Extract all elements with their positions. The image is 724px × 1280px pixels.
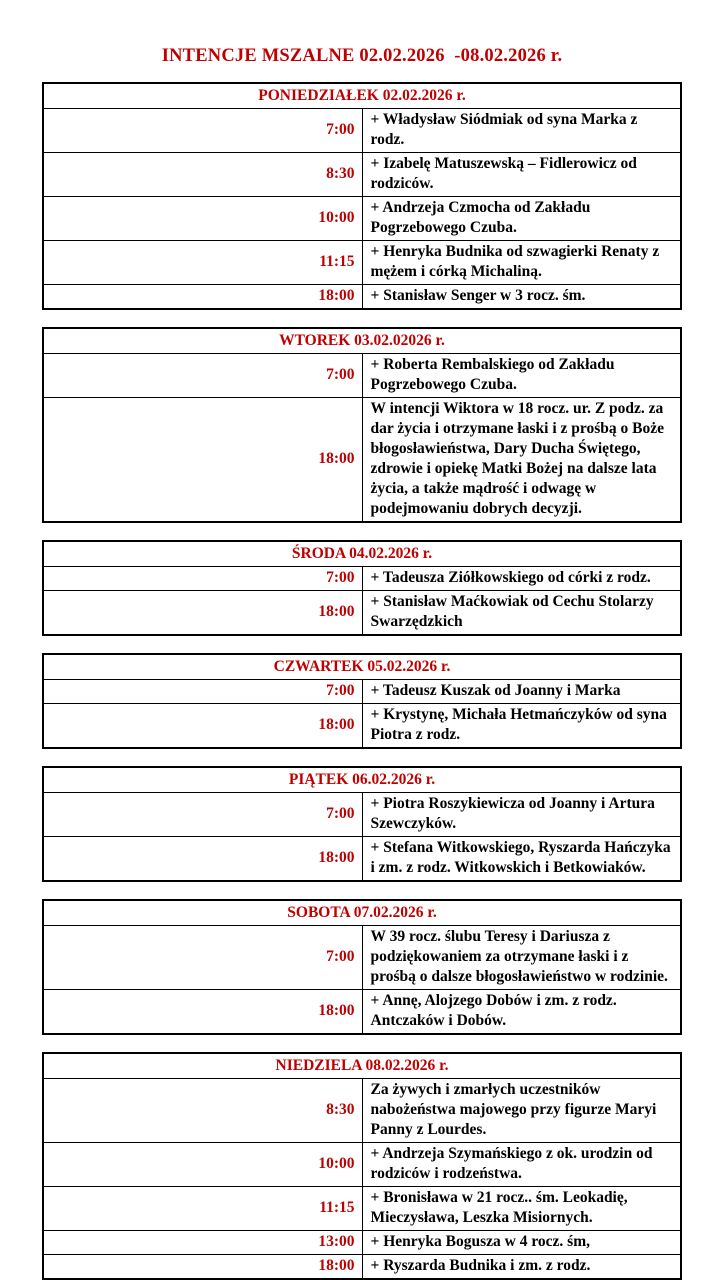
mass-intention: Za żywych i zmarłych uczestników nabożeństwa majowego przy figurze Maryi Panny z Lourdes. bbox=[362, 1079, 681, 1143]
mass-time: 18:00 bbox=[43, 990, 362, 1035]
mass-row bbox=[43, 398, 681, 523]
day-header-row bbox=[43, 1053, 681, 1079]
mass-intention: + Krystynę, Michała Hetmańczyków od syna Piotra z rodz. bbox=[362, 704, 681, 749]
mass-intention: W intencji Wiktora w 18 rocz. ur. Z podz. za dar życia i otrzymane łaski i z prośbą o Boże błogosławieństwa, Dary Ducha Świętego, zdrowie i opiekę Matki Bożej na dalsze lata życia, a także mądrość i odwagę w podejmowaniu dobrych decyzji. bbox=[362, 398, 681, 523]
mass-row bbox=[43, 1255, 681, 1280]
mass-intention: + Piotra Roszykiewicza od Joanny i Artura Szewczyków. bbox=[362, 793, 681, 837]
day-header: NIEDZIELA 08.02.2026 r. bbox=[43, 1053, 681, 1079]
mass-time: 7:00 bbox=[43, 926, 362, 990]
day-header-row bbox=[43, 767, 681, 793]
day-rows bbox=[43, 926, 681, 1035]
day-header-row bbox=[43, 900, 681, 926]
mass-intention: + Roberta Rembalskiego od Zakładu Pogrzebowego Czuba. bbox=[362, 354, 681, 398]
mass-intention: + Henryka Bogusza w 4 rocz. śm, bbox=[362, 1231, 681, 1255]
day-table bbox=[42, 653, 682, 749]
mass-time: 7:00 bbox=[43, 567, 362, 591]
mass-row bbox=[43, 567, 681, 591]
mass-time: 18:00 bbox=[43, 285, 362, 310]
mass-row bbox=[43, 793, 681, 837]
mass-time: 11:15 bbox=[43, 1187, 362, 1231]
mass-time: 11:15 bbox=[43, 241, 362, 285]
mass-row bbox=[43, 1143, 681, 1187]
mass-row bbox=[43, 926, 681, 990]
day-rows bbox=[43, 793, 681, 882]
day-table bbox=[42, 899, 682, 1035]
day-rows bbox=[43, 567, 681, 636]
mass-intention: + Stefana Witkowskiego, Ryszarda Hańczyka i zm. z rodz. Witkowskich i Betkowiaków. bbox=[362, 837, 681, 882]
mass-time: 18:00 bbox=[43, 837, 362, 882]
day-header: ŚRODA 04.02.2026 r. bbox=[43, 541, 681, 567]
day-header: PIĄTEK 06.02.2026 r. bbox=[43, 767, 681, 793]
mass-row bbox=[43, 990, 681, 1035]
mass-row bbox=[43, 153, 681, 197]
day-table bbox=[42, 540, 682, 636]
day-table bbox=[42, 82, 682, 310]
day-header: SOBOTA 07.02.2026 r. bbox=[43, 900, 681, 926]
mass-intentions-schedule bbox=[42, 82, 682, 1280]
mass-intention: + Ryszarda Budnika i zm. z rodz. bbox=[362, 1255, 681, 1280]
mass-intention: + Tadeusz Kuszak od Joanny i Marka bbox=[362, 680, 681, 704]
mass-row bbox=[43, 109, 681, 153]
mass-time: 18:00 bbox=[43, 398, 362, 523]
mass-intention: + Tadeusza Ziółkowskiego od córki z rodz. bbox=[362, 567, 681, 591]
mass-row bbox=[43, 285, 681, 310]
mass-intention: + Stanisław Maćkowiak od Cechu Stolarzy Swarzędzkich bbox=[362, 591, 681, 636]
page-title: INTENCJE MSZALNE 02.02.2026 -08.02.2026 r. bbox=[161, 46, 563, 66]
day-rows bbox=[43, 1079, 681, 1280]
mass-time: 7:00 bbox=[43, 793, 362, 837]
mass-intention: + Stanisław Senger w 3 rocz. śm. bbox=[362, 285, 681, 310]
mass-row bbox=[43, 354, 681, 398]
mass-time: 10:00 bbox=[43, 197, 362, 241]
day-header: CZWARTEK 05.02.2026 r. bbox=[43, 654, 681, 680]
day-table bbox=[42, 766, 682, 882]
day-header: WTOREK 03.02.02026 r. bbox=[43, 328, 681, 354]
mass-intention: + Władysław Siódmiak od syna Marka z rodz. bbox=[362, 109, 681, 153]
mass-intention: + Andrzeja Czmocha od Zakładu Pogrzebowego Czuba. bbox=[362, 197, 681, 241]
mass-intention: + Izabelę Matuszewską – Fidlerowicz od rodziców. bbox=[362, 153, 681, 197]
mass-time: 18:00 bbox=[43, 591, 362, 636]
mass-time: 8:30 bbox=[43, 153, 362, 197]
mass-intention: + Bronisława w 21 rocz.. śm. Leokadię, Mieczysława, Leszka Misiornych. bbox=[362, 1187, 681, 1231]
mass-time: 10:00 bbox=[43, 1143, 362, 1187]
day-header-row bbox=[43, 654, 681, 680]
day-header: PONIEDZIAŁEK 02.02.2026 r. bbox=[43, 83, 681, 109]
mass-row bbox=[43, 680, 681, 704]
mass-time: 7:00 bbox=[43, 354, 362, 398]
mass-row bbox=[43, 1231, 681, 1255]
mass-time: 7:00 bbox=[43, 109, 362, 153]
mass-time: 18:00 bbox=[43, 1255, 362, 1280]
mass-row bbox=[43, 1187, 681, 1231]
mass-row bbox=[43, 591, 681, 636]
mass-row bbox=[43, 1079, 681, 1143]
mass-row bbox=[43, 241, 681, 285]
mass-intention: + Annę, Alojzego Dobów i zm. z rodz. Antczaków i Dobów. bbox=[362, 990, 681, 1035]
mass-intention: + Andrzeja Szymańskiego z ok. urodzin od rodziców i rodzeństwa. bbox=[362, 1143, 681, 1187]
day-table bbox=[42, 1052, 682, 1280]
mass-time: 18:00 bbox=[43, 704, 362, 749]
mass-intention: + Henryka Budnika od szwagierki Renaty z mężem i córką Michaliną. bbox=[362, 241, 681, 285]
day-header-row bbox=[43, 328, 681, 354]
day-header-row bbox=[43, 83, 681, 109]
mass-time: 7:00 bbox=[43, 680, 362, 704]
day-header-row bbox=[43, 541, 681, 567]
day-rows bbox=[43, 680, 681, 749]
mass-intention: W 39 rocz. ślubu Teresy i Dariusza z podziękowaniem za otrzymane łaski i z prośbą o dalsze błogosławieństwo w rodzinie. bbox=[362, 926, 681, 990]
day-table bbox=[42, 327, 682, 523]
day-rows bbox=[43, 109, 681, 310]
mass-row bbox=[43, 704, 681, 749]
mass-time: 8:30 bbox=[43, 1079, 362, 1143]
day-rows bbox=[43, 354, 681, 523]
mass-row bbox=[43, 197, 681, 241]
mass-time: 13:00 bbox=[43, 1231, 362, 1255]
mass-row bbox=[43, 837, 681, 882]
